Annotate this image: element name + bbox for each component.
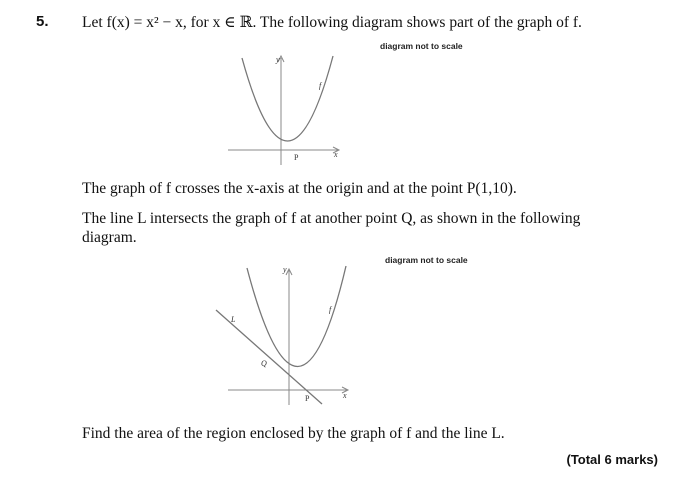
crosses-text: The graph of f crosses the x-axis at the origin and at the point P(1,10). (82, 180, 517, 197)
line-l-text-1: The line L intersects the graph of f at another point Q, as shown in the following (82, 210, 581, 227)
diagram-note-2: diagram not to scale (385, 255, 468, 265)
d2-f-label: f (329, 305, 332, 314)
d2-q-label: Q (261, 359, 267, 368)
d1-x-label: x (334, 150, 338, 159)
d1-p-label: P (294, 153, 299, 162)
d2-y-label: y (283, 265, 287, 274)
d2-l-label: L (231, 315, 236, 324)
question-number: 5. (36, 13, 49, 30)
question-intro: Let f(x) = x² − x, for x ∈ ℝ. The following diagram shows part of the graph of f. (82, 14, 582, 31)
d1-f-label: f (319, 81, 322, 90)
d2-p-label: P (305, 394, 310, 403)
total-marks: (Total 6 marks) (566, 452, 658, 467)
line-l-text-2: diagram. (82, 229, 137, 246)
diagram-note-1: diagram not to scale (380, 41, 463, 51)
d2-x-label: x (343, 391, 347, 400)
d1-y-label: y (276, 55, 280, 64)
find-text: Find the area of the region enclosed by the graph of f and the line L. (82, 425, 505, 442)
